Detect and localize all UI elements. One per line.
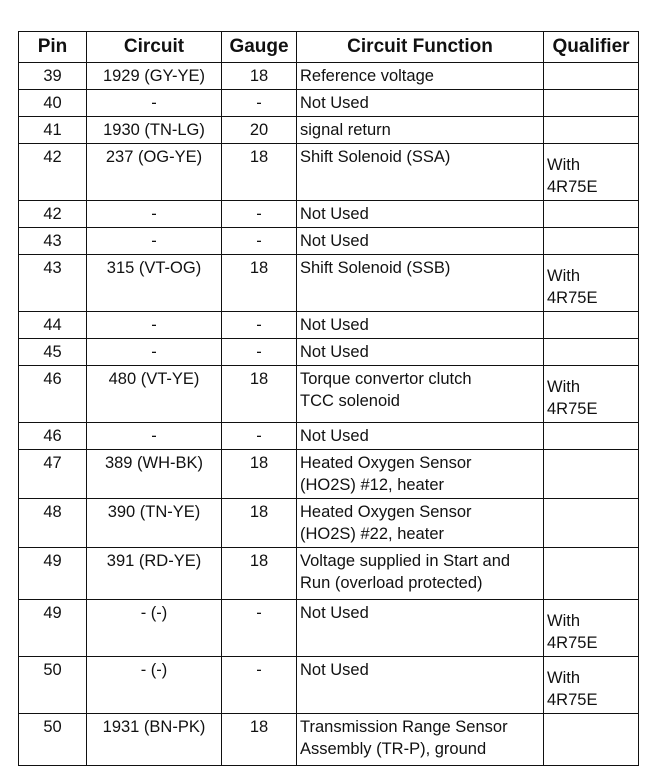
circuit-cell: 480 (VT-YE) <box>87 366 222 423</box>
pin-cell: 46 <box>19 423 87 450</box>
circuit-function-cell <box>297 255 544 312</box>
table-row <box>19 339 639 366</box>
circuit-function-cell <box>297 144 544 201</box>
circuit-function-cell <box>297 117 544 144</box>
qualifier-cell-lines <box>547 659 634 711</box>
circuit-function-cell-line: Not Used <box>300 661 369 679</box>
qualifier-cell <box>544 339 639 366</box>
pin-cell: 46 <box>19 366 87 423</box>
pin-cell: 41 <box>19 117 87 144</box>
table-row <box>19 366 639 423</box>
pin-assignment-table <box>18 31 639 766</box>
circuit-function-cell-lines <box>300 314 539 336</box>
table-body <box>19 63 639 766</box>
gauge-cell: - <box>222 339 297 366</box>
circuit-function-cell <box>297 714 544 766</box>
circuit-function-cell-line: Not Used <box>300 94 369 112</box>
pin-cell: 39 <box>19 63 87 90</box>
table-row <box>19 90 639 117</box>
circuit-function-cell-line: Shift Solenoid (SSB) <box>300 259 451 277</box>
table-row <box>19 117 639 144</box>
pin-cell: 42 <box>19 201 87 228</box>
circuit-function-cell-line: Not Used <box>300 604 369 622</box>
circuit-cell: - <box>87 423 222 450</box>
qualifier-cell <box>544 144 639 201</box>
circuit-function-cell-lines <box>300 501 539 545</box>
gauge-cell: - <box>222 312 297 339</box>
pin-cell: 44 <box>19 312 87 339</box>
gauge-cell: - <box>222 228 297 255</box>
pin-cell: 45 <box>19 339 87 366</box>
qualifier-cell <box>544 366 639 423</box>
circuit-function-cell-lines <box>300 452 539 496</box>
table-row <box>19 499 639 548</box>
circuit-function-cell <box>297 228 544 255</box>
qualifier-cell-lines <box>547 368 634 420</box>
circuit-function-cell-line: (HO2S) #12, heater <box>300 476 444 494</box>
table-row <box>19 450 639 499</box>
circuit-function-cell-line: Not Used <box>300 427 369 445</box>
pin-cell: 47 <box>19 450 87 499</box>
qualifier-cell-lines <box>547 257 634 309</box>
circuit-function-cell-lines <box>300 550 539 594</box>
qualifier-cell-line: 4R75E <box>547 691 598 709</box>
table-row <box>19 657 639 714</box>
pin-cell: 49 <box>19 548 87 600</box>
header-gauge: Gauge <box>222 32 297 63</box>
circuit-cell: - <box>87 339 222 366</box>
pin-table-sheet <box>18 31 638 766</box>
qualifier-cell-line: With <box>547 669 580 687</box>
table-row <box>19 423 639 450</box>
circuit-function-cell-line: Not Used <box>300 316 369 334</box>
circuit-function-cell-lines <box>300 230 539 252</box>
circuit-function-cell-line: Not Used <box>300 205 369 223</box>
circuit-cell: 389 (WH-BK) <box>87 450 222 499</box>
circuit-function-cell-lines <box>300 716 539 760</box>
circuit-function-cell <box>297 423 544 450</box>
circuit-function-cell-line: Assembly (TR-P), ground <box>300 740 487 758</box>
circuit-function-cell <box>297 90 544 117</box>
circuit-function-cell-lines <box>300 203 539 225</box>
qualifier-cell-line: 4R75E <box>547 634 598 652</box>
table-row <box>19 312 639 339</box>
circuit-cell: 237 (OG-YE) <box>87 144 222 201</box>
gauge-cell: 18 <box>222 714 297 766</box>
circuit-cell: - <box>87 201 222 228</box>
gauge-cell: 18 <box>222 548 297 600</box>
gauge-cell: - <box>222 423 297 450</box>
circuit-cell: - <box>87 90 222 117</box>
circuit-function-cell-line: TCC solenoid <box>300 392 400 410</box>
table-row <box>19 201 639 228</box>
qualifier-cell <box>544 600 639 657</box>
circuit-cell: - (-) <box>87 657 222 714</box>
qualifier-cell-line: With <box>547 267 580 285</box>
circuit-function-cell-lines <box>300 602 539 624</box>
qualifier-cell <box>544 117 639 144</box>
circuit-function-cell-line: Not Used <box>300 343 369 361</box>
qualifier-cell-line: 4R75E <box>547 178 598 196</box>
circuit-cell: - <box>87 312 222 339</box>
qualifier-cell <box>544 548 639 600</box>
gauge-cell: 18 <box>222 63 297 90</box>
circuit-function-cell <box>297 450 544 499</box>
circuit-function-cell <box>297 339 544 366</box>
table-row <box>19 144 639 201</box>
qualifier-cell-line: With <box>547 612 580 630</box>
table-row <box>19 63 639 90</box>
pin-cell: 43 <box>19 228 87 255</box>
qualifier-cell <box>544 657 639 714</box>
pin-cell: 42 <box>19 144 87 201</box>
gauge-cell: 18 <box>222 499 297 548</box>
circuit-function-cell-lines <box>300 92 539 114</box>
circuit-function-cell <box>297 366 544 423</box>
pin-cell: 50 <box>19 657 87 714</box>
gauge-cell: 18 <box>222 366 297 423</box>
circuit-function-cell-lines <box>300 341 539 363</box>
header-qualifier: Qualifier <box>544 32 639 63</box>
pin-cell: 43 <box>19 255 87 312</box>
gauge-cell: - <box>222 201 297 228</box>
gauge-cell: 18 <box>222 255 297 312</box>
circuit-function-cell-line: Heated Oxygen Sensor <box>300 503 472 521</box>
circuit-cell: - <box>87 228 222 255</box>
pin-cell: 48 <box>19 499 87 548</box>
circuit-function-cell-line: Shift Solenoid (SSA) <box>300 148 451 166</box>
circuit-function-cell-line: Heated Oxygen Sensor <box>300 454 472 472</box>
circuit-cell: 315 (VT-OG) <box>87 255 222 312</box>
circuit-function-cell <box>297 657 544 714</box>
header-pin: Pin <box>19 32 87 63</box>
qualifier-cell <box>544 201 639 228</box>
qualifier-cell-line: With <box>547 378 580 396</box>
circuit-function-cell <box>297 600 544 657</box>
circuit-function-cell <box>297 499 544 548</box>
qualifier-cell <box>544 63 639 90</box>
header-circuit-function: Circuit Function <box>297 32 544 63</box>
circuit-cell: - (-) <box>87 600 222 657</box>
circuit-function-cell-lines <box>300 65 539 87</box>
table-row <box>19 600 639 657</box>
circuit-function-cell-lines <box>300 659 539 681</box>
qualifier-cell <box>544 90 639 117</box>
qualifier-cell <box>544 714 639 766</box>
table-row <box>19 548 639 600</box>
qualifier-cell <box>544 255 639 312</box>
circuit-function-cell <box>297 548 544 600</box>
qualifier-cell <box>544 450 639 499</box>
circuit-function-cell-line: Not Used <box>300 232 369 250</box>
pin-cell: 40 <box>19 90 87 117</box>
gauge-cell: - <box>222 600 297 657</box>
gauge-cell: - <box>222 657 297 714</box>
gauge-cell: - <box>222 90 297 117</box>
table-row <box>19 714 639 766</box>
qualifier-cell <box>544 423 639 450</box>
circuit-function-cell-lines <box>300 257 539 279</box>
circuit-function-cell <box>297 312 544 339</box>
circuit-function-cell-line: signal return <box>300 121 391 139</box>
circuit-function-cell-line: Reference voltage <box>300 67 434 85</box>
circuit-cell: 1931 (BN-PK) <box>87 714 222 766</box>
table-row <box>19 228 639 255</box>
qualifier-cell-lines <box>547 146 634 198</box>
circuit-function-cell-lines <box>300 425 539 447</box>
circuit-function-cell-lines <box>300 368 539 412</box>
qualifier-cell <box>544 228 639 255</box>
table-row <box>19 255 639 312</box>
circuit-function-cell <box>297 201 544 228</box>
qualifier-cell-line: 4R75E <box>547 289 598 307</box>
circuit-cell: 390 (TN-YE) <box>87 499 222 548</box>
qualifier-cell-lines <box>547 602 634 654</box>
circuit-function-cell-line: Torque convertor clutch <box>300 370 472 388</box>
qualifier-cell <box>544 312 639 339</box>
circuit-cell: 1930 (TN-LG) <box>87 117 222 144</box>
qualifier-cell-line: 4R75E <box>547 400 598 418</box>
circuit-function-cell-line: Run (overload protected) <box>300 574 483 592</box>
header-circuit: Circuit <box>87 32 222 63</box>
circuit-function-cell-lines <box>300 146 539 168</box>
gauge-cell: 18 <box>222 450 297 499</box>
gauge-cell: 18 <box>222 144 297 201</box>
pin-cell: 50 <box>19 714 87 766</box>
gauge-cell: 20 <box>222 117 297 144</box>
qualifier-cell <box>544 499 639 548</box>
qualifier-cell-line: With <box>547 156 580 174</box>
circuit-cell: 1929 (GY-YE) <box>87 63 222 90</box>
table-header-row <box>19 32 639 63</box>
circuit-cell: 391 (RD-YE) <box>87 548 222 600</box>
circuit-function-cell-line: Voltage supplied in Start and <box>300 552 511 570</box>
circuit-function-cell-line: (HO2S) #22, heater <box>300 525 444 543</box>
pin-cell: 49 <box>19 600 87 657</box>
circuit-function-cell-lines <box>300 119 539 141</box>
circuit-function-cell-line: Transmission Range Sensor <box>300 718 508 736</box>
circuit-function-cell <box>297 63 544 90</box>
